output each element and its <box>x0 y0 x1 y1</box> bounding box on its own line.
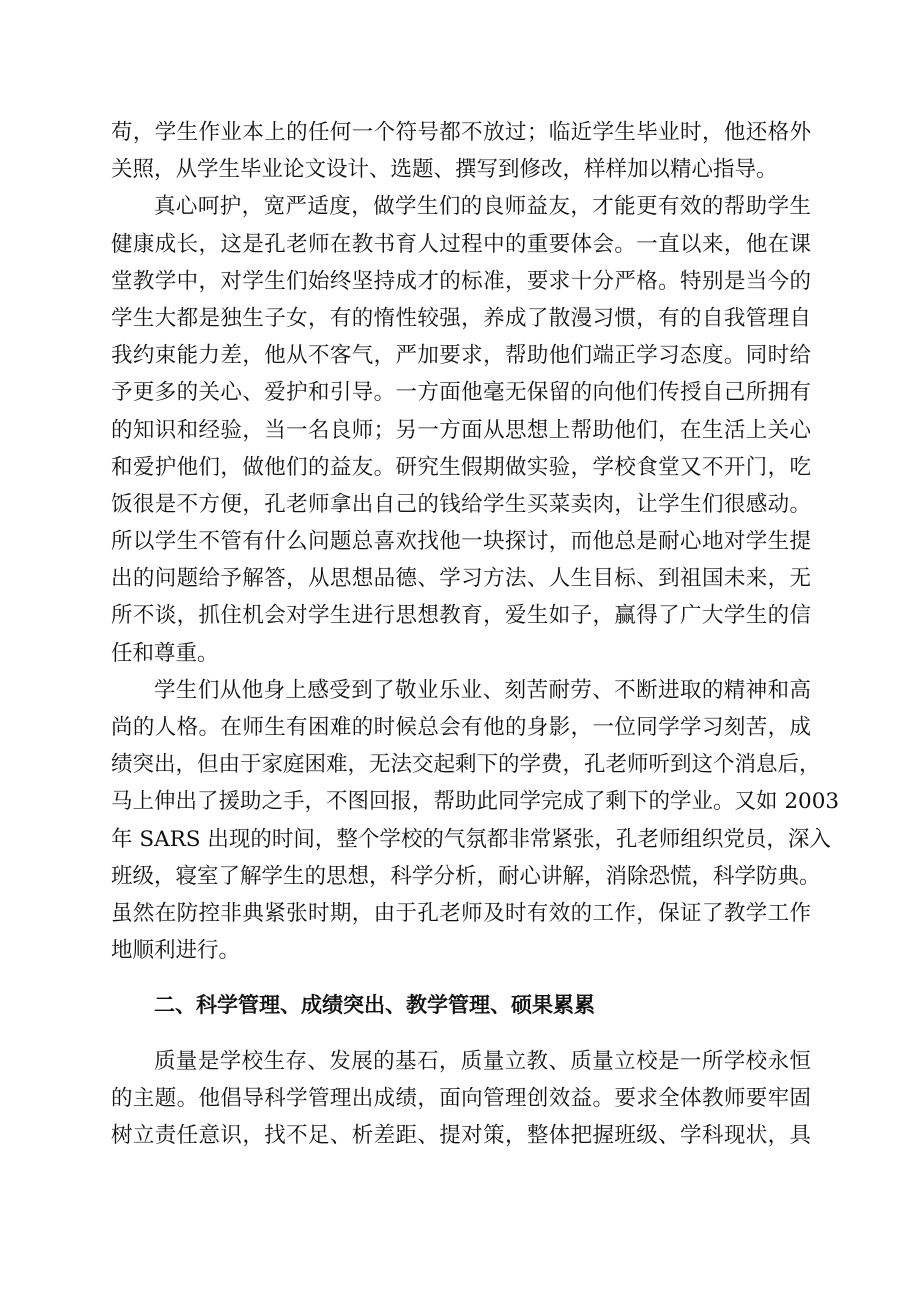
text-line: 饭很是不方便，孔老师拿出自己的钱给学生买菜卖肉，让学生们很感动。 <box>111 491 811 517</box>
text-line: 健康成长，这是孔老师在教书育人过程中的重要体会。一直以来，他在课 <box>111 231 811 257</box>
paragraph-4 <box>111 1043 811 1155</box>
paragraph-1 <box>111 114 811 188</box>
text-line: 地顺利进行。 <box>111 938 241 964</box>
text-line: 任和尊重。 <box>111 640 219 666</box>
text-line: 马上伸出了援助之手，不图回报，帮助此同学完成了剩下的学业。又如 2003 <box>111 789 840 815</box>
text-line: 虽然在防控非典紧张时期，由于孔老师及时有效的工作，保证了教学工作 <box>111 900 811 926</box>
text-line: 班级，寝室了解学生的思想，科学分析，耐心讲解，消除恐慌，科学防典。 <box>111 863 821 889</box>
paragraph-3 <box>111 672 840 970</box>
text-line: 绩突出，但由于家庭困难，无法交起剩下的学费，孔老师听到这个消息后， <box>111 752 821 778</box>
text-line: 关照，从学生毕业论文设计、选题、撰写到修改，样样加以精心指导。 <box>111 157 778 183</box>
text-line: 学生大都是独生子女，有的惰性较强，养成了散漫习惯，有的自我管理自 <box>111 305 811 331</box>
paragraph-2 <box>111 188 811 671</box>
text-line: 学生们从他身上感受到了敬业乐业、刻苦耐劳、不断进取的精神和高 <box>154 677 811 703</box>
text-line: 真心呵护，宽严适度，做学生们的良师益友，才能更有效的帮助学生 <box>154 194 811 220</box>
text-line: 所以学生不管有什么问题总喜欢找他一块探讨，而他总是耐心地对学生提 <box>111 529 811 555</box>
text-line: 苟，学生作业本上的任何一个符号都不放过；临近学生毕业时，他还格外 <box>111 120 811 145</box>
text-line: 我约束能力差，他从不客气，严加要求，帮助他们端正学习态度。同时给 <box>111 343 811 369</box>
text-line: 树立责任意识，找不足、析差距、提对策，整体把握班级、学科现状，具 <box>111 1122 811 1148</box>
text-line: 堂教学中，对学生们始终坚持成才的标准，要求十分严格。特别是当今的 <box>111 268 811 294</box>
section-heading: 二、科学管理、成绩突出、教学管理、硕果累累 <box>154 993 595 1018</box>
text-line: 的知识和经验，当一名良师；另一方面从思想上帮助他们，在生活上关心 <box>111 417 811 443</box>
text-line: 尚的人格。在师生有困难的时候总会有他的身影，一位同学学习刻苦，成 <box>111 715 811 740</box>
text-line: 和爱护他们，做他们的益友。研究生假期做实验，学校食堂又不开门，吃 <box>111 454 811 480</box>
text-line: 质量是学校生存、发展的基石，质量立教、质量立校是一所学校永恒 <box>154 1048 811 1074</box>
text-line: 年 SARS 出现的时间，整个学校的气氛都非常紧张，孔老师组织党员，深入 <box>111 826 831 852</box>
text-line: 出的问题给予解答，从思想品德、学习方法、人生目标、到祖国未来，无 <box>111 566 811 592</box>
text-line: 所不谈，抓住机会对学生进行思想教育，爱生如子，赢得了广大学生的信 <box>111 603 811 629</box>
text-line: 的主题。他倡导科学管理出成绩，面向管理创效益。要求全体教师要牢固 <box>111 1085 811 1111</box>
document-body <box>111 114 840 1154</box>
text-line: 予更多的关心、爱护和引导。一方面他毫无保留的向他们传授自己所拥有 <box>111 380 811 406</box>
